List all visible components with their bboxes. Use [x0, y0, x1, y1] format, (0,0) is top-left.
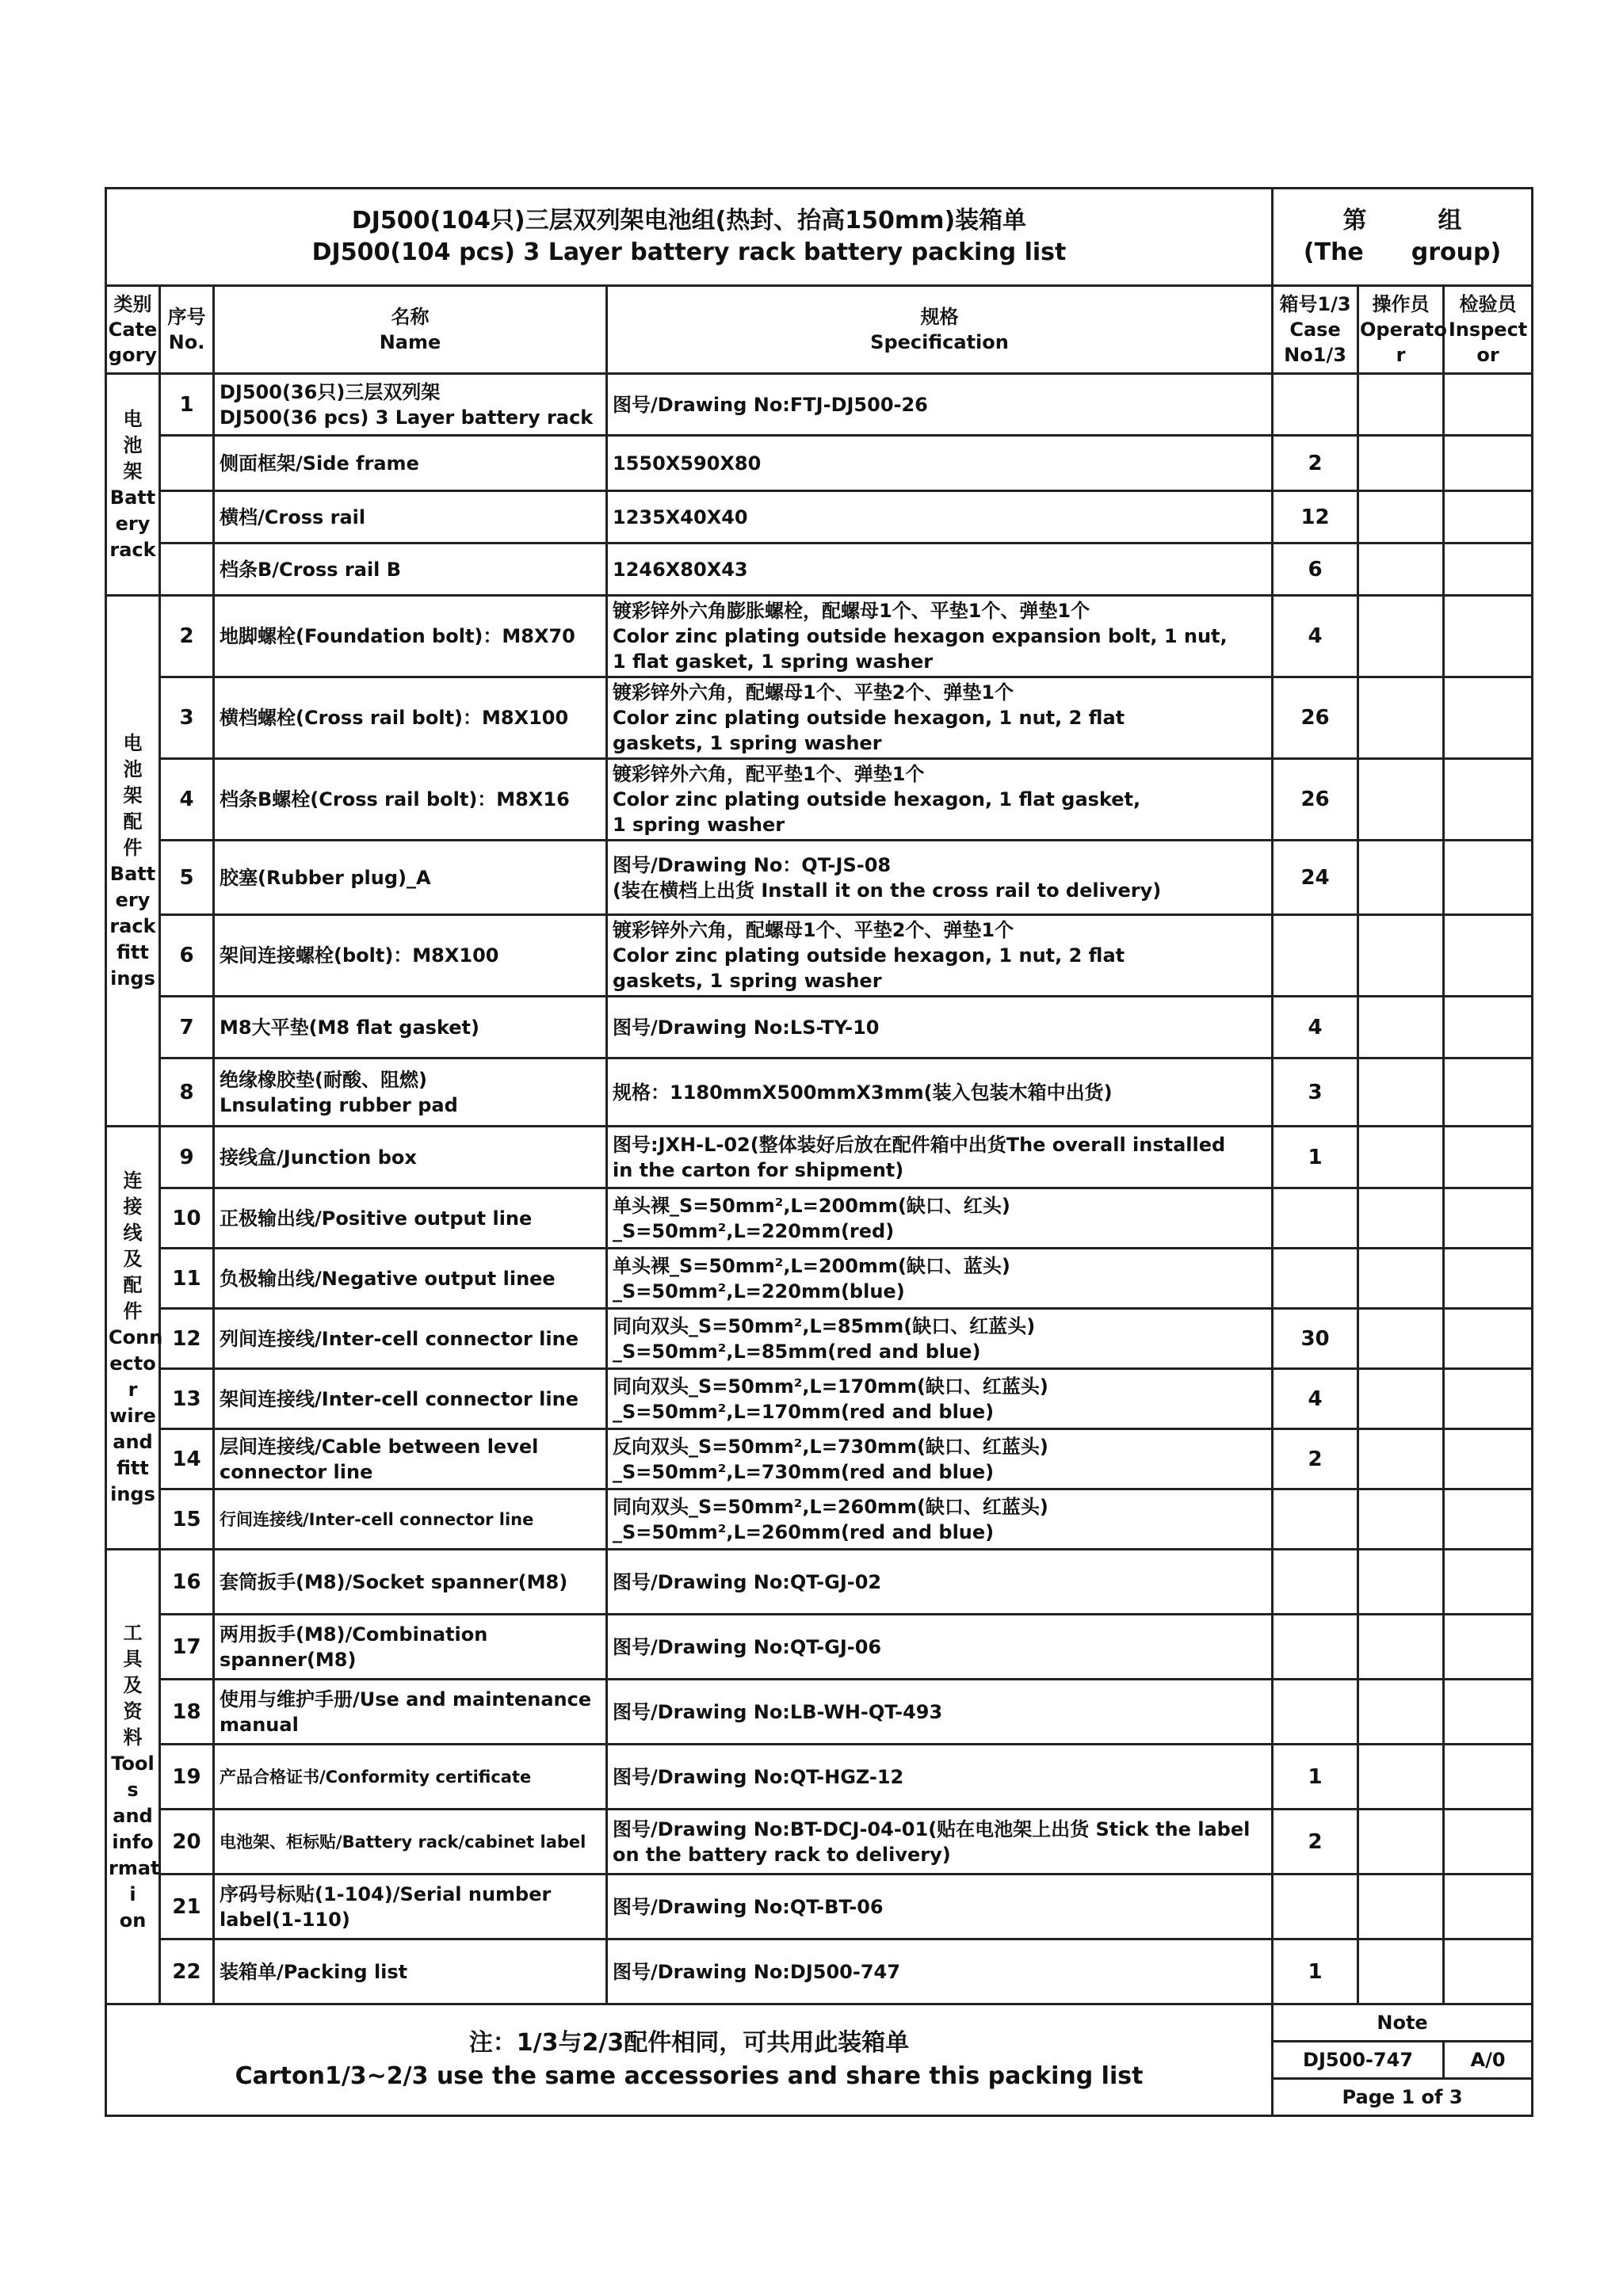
inspector-cell	[1444, 543, 1533, 596]
inspector-cell	[1444, 436, 1533, 491]
table-row	[106, 677, 1533, 759]
col-header-case: 箱号1/3 Case No1/3	[1273, 286, 1358, 374]
item-number: 6	[160, 915, 214, 997]
col-header-name: 名称 Name	[214, 286, 607, 374]
item-name: M8大平垫(M8 flat gasket)	[214, 997, 607, 1058]
item-spec: 1235X40X40	[607, 491, 1273, 543]
inspector-cell	[1444, 841, 1533, 915]
inspector-cell	[1444, 1810, 1533, 1875]
item-name: 绝缘橡胶垫(耐酸、阻燃) Lnsulating rubber pad	[214, 1058, 607, 1127]
item-number: 17	[160, 1615, 214, 1680]
item-name: 档条B/Cross rail B	[214, 543, 607, 596]
item-name: 横档/Cross rail	[214, 491, 607, 543]
operator-cell	[1358, 1369, 1444, 1429]
inspector-cell	[1444, 677, 1533, 759]
item-spec: 图号:JXH-L-02(整体装好后放在配件箱中出货The overall installed in the carton for shipment)	[607, 1127, 1273, 1188]
item-quantity: 1	[1273, 1127, 1358, 1188]
inspector-cell	[1444, 1127, 1533, 1188]
item-spec: 同向双头_S=50mm²,L=260mm(缺口、红蓝头) _S=50mm²,L=260mm(red and blue)	[607, 1489, 1273, 1550]
item-name: 行间连接线/Inter-cell connector line	[214, 1489, 607, 1550]
item-number: 7	[160, 997, 214, 1058]
operator-cell	[1358, 1489, 1444, 1550]
item-name: 档条B螺栓(Cross rail bolt)：M8X16	[214, 759, 607, 841]
item-spec: 单头裸_S=50mm²,L=200mm(缺口、蓝头) _S=50mm²,L=220mm(blue)	[607, 1249, 1273, 1309]
item-name: 序码号标贴(1-104)/Serial number label(1-110)	[214, 1875, 607, 1939]
item-name: DJ500(36只)三层双列架 DJ500(36 pcs) 3 Layer battery rack	[214, 374, 607, 436]
operator-cell	[1358, 1058, 1444, 1127]
operator-cell	[1358, 841, 1444, 915]
inspector-cell	[1444, 1309, 1533, 1369]
operator-cell	[1358, 1875, 1444, 1939]
item-quantity	[1273, 1875, 1358, 1939]
item-spec: 单头裸_S=50mm²,L=200mm(缺口、红头) _S=50mm²,L=220mm(red)	[607, 1188, 1273, 1249]
table-row	[106, 374, 1533, 436]
item-spec: 镀彩锌外六角，配螺母1个、平垫2个、弹垫1个 Color zinc plating outside hexagon, 1 nut, 2 flat gaskets, 1 spring washer	[607, 677, 1273, 759]
item-spec: 图号/Drawing No:LS-TY-10	[607, 997, 1273, 1058]
item-number: 9	[160, 1127, 214, 1188]
table-row	[106, 1429, 1533, 1489]
item-name: 两用扳手(M8)/Combination spanner(M8)	[214, 1615, 607, 1680]
item-quantity	[1273, 374, 1358, 436]
document-title	[106, 189, 1273, 286]
packing-list-table	[105, 187, 1533, 2117]
inspector-cell	[1444, 1188, 1533, 1249]
item-name: 接线盒/Junction box	[214, 1127, 607, 1188]
item-spec: 图号/Drawing No:FTJ-DJ500-26	[607, 374, 1273, 436]
inspector-cell	[1444, 1875, 1533, 1939]
item-quantity: 1	[1273, 1939, 1358, 2004]
item-name: 胶塞(Rubber plug)_A	[214, 841, 607, 915]
operator-cell	[1358, 1680, 1444, 1745]
table-row	[106, 1875, 1533, 1939]
item-number: 4	[160, 759, 214, 841]
item-quantity: 26	[1273, 677, 1358, 759]
inspector-cell	[1444, 1615, 1533, 1680]
item-number: 3	[160, 677, 214, 759]
item-quantity: 2	[1273, 1810, 1358, 1875]
group-label-chinese: 第 组	[1342, 207, 1462, 235]
column-header-row	[106, 286, 1533, 374]
note-label: Note	[1273, 2004, 1533, 2042]
operator-cell	[1358, 374, 1444, 436]
inspector-cell	[1444, 1369, 1533, 1429]
col-header-inspector: 检验员 Inspect or	[1444, 286, 1533, 374]
item-quantity	[1273, 1188, 1358, 1249]
item-quantity	[1273, 1489, 1358, 1550]
item-number: 1	[160, 374, 214, 436]
inspector-cell	[1444, 1489, 1533, 1550]
footer-note	[106, 2004, 1273, 2116]
operator-cell	[1358, 1745, 1444, 1810]
table-row	[106, 1680, 1533, 1745]
operator-cell	[1358, 915, 1444, 997]
item-number: 16	[160, 1550, 214, 1615]
item-number	[160, 491, 214, 543]
item-name: 地脚螺栓(Foundation bolt)：M8X70	[214, 596, 607, 677]
operator-cell	[1358, 1249, 1444, 1309]
item-spec: 反向双头_S=50mm²,L=730mm(缺口、红蓝头) _S=50mm²,L=730mm(red and blue)	[607, 1429, 1273, 1489]
item-number	[160, 543, 214, 596]
table-row	[106, 596, 1533, 677]
operator-cell	[1358, 436, 1444, 491]
item-spec: 图号/Drawing No:QT-BT-06	[607, 1875, 1273, 1939]
item-quantity: 30	[1273, 1309, 1358, 1369]
item-quantity: 4	[1273, 997, 1358, 1058]
item-quantity	[1273, 1550, 1358, 1615]
group-label-english: (The group)	[1303, 238, 1502, 266]
operator-cell	[1358, 1188, 1444, 1249]
table-row	[106, 997, 1533, 1058]
table-row	[106, 1127, 1533, 1188]
table-row	[106, 491, 1533, 543]
table-row	[106, 915, 1533, 997]
operator-cell	[1358, 1429, 1444, 1489]
table-row	[106, 1309, 1533, 1369]
item-name: 正极输出线/Positive output line	[214, 1188, 607, 1249]
operator-cell	[1358, 1127, 1444, 1188]
operator-cell	[1358, 491, 1444, 543]
item-quantity: 3	[1273, 1058, 1358, 1127]
item-number	[160, 436, 214, 491]
item-name: 列间连接线/Inter-cell connector line	[214, 1309, 607, 1369]
item-number: 22	[160, 1939, 214, 2004]
item-quantity: 2	[1273, 1429, 1358, 1489]
operator-cell	[1358, 596, 1444, 677]
operator-cell	[1358, 1550, 1444, 1615]
group-field	[1273, 189, 1533, 286]
table-row	[106, 1745, 1533, 1810]
item-number: 11	[160, 1249, 214, 1309]
item-number: 14	[160, 1429, 214, 1489]
inspector-cell	[1444, 915, 1533, 997]
item-spec: 镀彩锌外六角，配平垫1个、弹垫1个 Color zinc plating outside hexagon, 1 flat gasket, 1 spring washer	[607, 759, 1273, 841]
table-row	[106, 1615, 1533, 1680]
item-quantity: 1	[1273, 1745, 1358, 1810]
item-number: 20	[160, 1810, 214, 1875]
item-quantity	[1273, 1615, 1358, 1680]
table-row	[106, 1489, 1533, 1550]
item-quantity: 2	[1273, 436, 1358, 491]
item-name: 使用与维护手册/Use and maintenance manual	[214, 1680, 607, 1745]
inspector-cell	[1444, 374, 1533, 436]
category-cell: 电 池 架 配 件 Batt ery rack fitt ings	[106, 596, 160, 1127]
title-row	[106, 189, 1533, 286]
col-header-spec: 规格 Specification	[607, 286, 1273, 374]
inspector-cell	[1444, 1058, 1533, 1127]
operator-cell	[1358, 997, 1444, 1058]
operator-cell	[1358, 543, 1444, 596]
inspector-cell	[1444, 1249, 1533, 1309]
inspector-cell	[1444, 997, 1533, 1058]
item-name: 产品合格证书/Conformity certificate	[214, 1745, 607, 1810]
inspector-cell	[1444, 596, 1533, 677]
item-name: 侧面框架/Side frame	[214, 436, 607, 491]
item-quantity: 24	[1273, 841, 1358, 915]
item-number: 21	[160, 1875, 214, 1939]
item-spec: 规格：1180mmX500mmX3mm(装入包装木箱中出货)	[607, 1058, 1273, 1127]
table-row	[106, 1550, 1533, 1615]
item-quantity	[1273, 915, 1358, 997]
title-english: DJ500(104 pcs) 3 Layer battery rack battery packing list	[311, 238, 1067, 266]
category-cell: 连 接 线 及 配 件 Conn ecto r wire and fitt ings	[106, 1127, 160, 1550]
item-quantity: 12	[1273, 491, 1358, 543]
item-number: 18	[160, 1680, 214, 1745]
item-quantity: 4	[1273, 596, 1358, 677]
item-name: 装箱单/Packing list	[214, 1939, 607, 2004]
page-number: Page 1 of 3	[1273, 2079, 1533, 2116]
footer-note-chinese: 注：1/3与2/3配件相同，可共用此装箱单	[468, 2029, 910, 2057]
item-spec: 图号/Drawing No：QT-JS-08 (装在横档上出货 Install it on the cross rail to delivery)	[607, 841, 1273, 915]
operator-cell	[1358, 1810, 1444, 1875]
item-number: 19	[160, 1745, 214, 1810]
col-header-category: 类别 Cate gory	[106, 286, 160, 374]
table-row	[106, 543, 1533, 596]
operator-cell	[1358, 677, 1444, 759]
table-row	[106, 759, 1533, 841]
item-quantity: 4	[1273, 1369, 1358, 1429]
item-spec: 镀彩锌外六角膨胀螺栓，配螺母1个、平垫1个、弹垫1个 Color zinc plating outside hexagon expansion bolt, 1 nut, 1 flat gasket, 1 spring washer	[607, 596, 1273, 677]
item-number: 10	[160, 1188, 214, 1249]
table-row	[106, 1810, 1533, 1875]
title-chinese: DJ500(104只)三层双列架电池组(热封、抬高150mm)装箱单	[351, 207, 1027, 235]
item-quantity	[1273, 1680, 1358, 1745]
category-cell: 工 具 及 资 料 Tool s and info rmat i on	[106, 1550, 160, 2004]
item-name: 架间连接螺栓(bolt)：M8X100	[214, 915, 607, 997]
item-quantity: 26	[1273, 759, 1358, 841]
item-number: 2	[160, 596, 214, 677]
col-header-operator: 操作员 Operato r	[1358, 286, 1444, 374]
inspector-cell	[1444, 1745, 1533, 1810]
item-spec: 同向双头_S=50mm²,L=85mm(缺口、红蓝头) _S=50mm²,L=85mm(red and blue)	[607, 1309, 1273, 1369]
item-number: 13	[160, 1369, 214, 1429]
inspector-cell	[1444, 1550, 1533, 1615]
footer-row-1	[106, 2004, 1533, 2042]
item-number: 12	[160, 1309, 214, 1369]
category-cell: 电 池 架 Batt ery rack	[106, 374, 160, 596]
item-spec: 图号/Drawing No:BT-DCJ-04-01(贴在电池架上出货 Stick the label on the battery rack to delivery)	[607, 1810, 1273, 1875]
table-row	[106, 1369, 1533, 1429]
item-number: 5	[160, 841, 214, 915]
item-name: 层间连接线/Cable between level connector line	[214, 1429, 607, 1489]
operator-cell	[1358, 759, 1444, 841]
inspector-cell	[1444, 1680, 1533, 1745]
operator-cell	[1358, 1309, 1444, 1369]
table-row	[106, 841, 1533, 915]
revision: A/0	[1444, 2042, 1533, 2079]
item-name: 负极输出线/Negative output linee	[214, 1249, 607, 1309]
item-spec: 1246X80X43	[607, 543, 1273, 596]
item-spec: 图号/Drawing No:QT-GJ-02	[607, 1550, 1273, 1615]
item-rows	[106, 374, 1533, 2004]
table-row	[106, 1188, 1533, 1249]
inspector-cell	[1444, 1429, 1533, 1489]
item-spec: 图号/Drawing No:QT-HGZ-12	[607, 1745, 1273, 1810]
item-quantity	[1273, 1249, 1358, 1309]
item-number: 8	[160, 1058, 214, 1127]
item-name: 横档螺栓(Cross rail bolt)：M8X100	[214, 677, 607, 759]
table-row	[106, 1939, 1533, 2004]
item-spec: 1550X590X80	[607, 436, 1273, 491]
item-spec: 图号/Drawing No:LB-WH-QT-493	[607, 1680, 1273, 1745]
inspector-cell	[1444, 759, 1533, 841]
item-name: 电池架、柜标贴/Battery rack/cabinet label	[214, 1810, 607, 1875]
item-spec: 图号/Drawing No:QT-GJ-06	[607, 1615, 1273, 1680]
col-header-no: 序号 No.	[160, 286, 214, 374]
item-quantity: 6	[1273, 543, 1358, 596]
operator-cell	[1358, 1939, 1444, 2004]
document-number: DJ500-747	[1273, 2042, 1444, 2079]
table-row	[106, 436, 1533, 491]
item-spec: 图号/Drawing No:DJ500-747	[607, 1939, 1273, 2004]
inspector-cell	[1444, 491, 1533, 543]
item-number: 15	[160, 1489, 214, 1550]
item-spec: 同向双头_S=50mm²,L=170mm(缺口、红蓝头) _S=50mm²,L=170mm(red and blue)	[607, 1369, 1273, 1429]
table-row	[106, 1249, 1533, 1309]
operator-cell	[1358, 1615, 1444, 1680]
footer-note-english: Carton1/3~2/3 use the same accessories and share this packing list	[235, 2062, 1144, 2090]
inspector-cell	[1444, 1939, 1533, 2004]
item-name: 架间连接线/Inter-cell connector line	[214, 1369, 607, 1429]
table-row	[106, 1058, 1533, 1127]
item-spec: 镀彩锌外六角，配螺母1个、平垫2个、弹垫1个 Color zinc plating outside hexagon, 1 nut, 2 flat gaskets, 1 spring washer	[607, 915, 1273, 997]
item-name: 套筒扳手(M8)/Socket spanner(M8)	[214, 1550, 607, 1615]
